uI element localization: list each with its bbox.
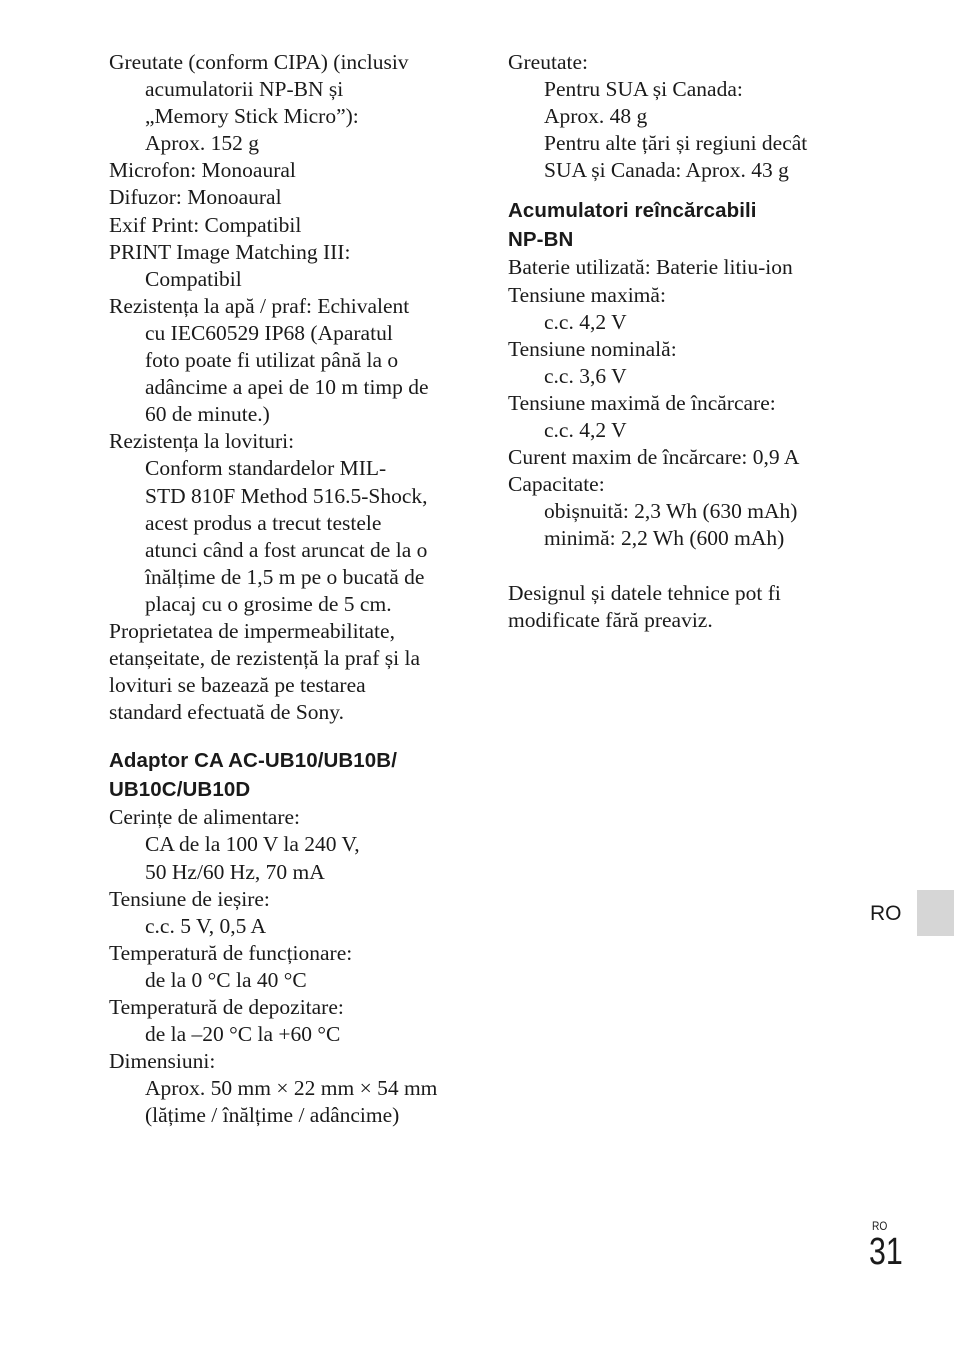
output-voltage-spec: Tensiune de ieșire: [109, 886, 270, 911]
nominal-voltage-value: c.c. 3,6 V [544, 363, 627, 388]
paragraph-line: lovituri se bazează pe testarea [109, 673, 366, 698]
right-column [508, 49, 853, 634]
nominal-voltage-spec: Tensiune nominală: [508, 336, 677, 361]
spec-line: Pentru SUA și Canada: [544, 77, 743, 102]
max-charge-voltage-value: c.c. 4,2 V [544, 418, 627, 443]
paragraph-line: etanșeitate, de rezistență la praf și la [109, 646, 420, 671]
microphone-spec: Microfon: Monoaural [109, 158, 296, 183]
spec-line: obișnuită: 2,3 Wh (630 mAh) [544, 499, 798, 524]
spec-line: acumulatorii NP-BN și [145, 77, 344, 102]
spec-line: placaj cu o grosime de 5 cm. [145, 591, 392, 616]
language-tab [917, 890, 954, 936]
max-charge-voltage-spec: Tensiune maximă de încărcare: [508, 390, 776, 415]
spec-line: înălțime de 1,5 m pe o bucată de [145, 564, 425, 589]
spec-line: adâncime a apei de 10 m timp de [145, 375, 429, 400]
spec-line: Aprox. 48 g [544, 104, 648, 129]
paragraph-line: Proprietatea de impermeabilitate, [109, 618, 395, 643]
spec-line: STD 810F Method 516.5-Shock, [145, 483, 428, 508]
storage-temp-value: de la –20 °C la +60 °C [145, 1022, 341, 1047]
shock-spec [109, 428, 469, 618]
max-voltage-value: c.c. 4,2 V [544, 309, 627, 334]
spec-line: CA de la 100 V la 240 V, [145, 832, 360, 857]
spec-line: 50 Hz/60 Hz, 70 mA [145, 859, 325, 884]
notice-paragraph [508, 580, 853, 634]
weight-spec [109, 49, 469, 157]
heading-line: Adaptor CA AC-UB10/UB10B/ [109, 749, 398, 773]
heading-line: NP-BN [508, 228, 574, 252]
left-column [109, 49, 469, 1129]
operating-temp-spec: Temperatură de funcționare: [109, 940, 353, 965]
property-paragraph [109, 618, 469, 726]
language-tab-label: RO [870, 902, 902, 925]
paragraph-line: Designul și datele tehnice pot fi [508, 580, 781, 605]
power-req-spec: Cerințe de alimentare: [109, 805, 301, 830]
operating-temp-value: de la 0 °C la 40 °C [145, 967, 307, 992]
spec-line: cu IEC60529 IP68 (Aparatul [145, 320, 393, 345]
max-voltage-spec: Tensiune maximă: [508, 282, 666, 307]
water-dust-spec [109, 293, 469, 428]
capacity-spec: Capacitate: [508, 472, 605, 497]
weight-spec: Greutate: [508, 50, 588, 74]
spec-line: foto poate fi utilizat până la o [145, 348, 399, 373]
print-matching-value: Compatibil [145, 266, 242, 291]
spec-line: Aprox. 152 g [145, 131, 260, 156]
max-charge-current-spec: Curent maxim de încărcare: 0,9 A [508, 445, 800, 470]
spec-line: (lățime / înălțime / adâncime) [145, 1103, 400, 1128]
paragraph-line: standard efectuată de Sony. [109, 700, 345, 725]
output-voltage-value: c.c. 5 V, 0,5 A [145, 913, 267, 938]
spec-label: Rezistența la lovituri: [109, 429, 295, 454]
page-language-code: RO [872, 1219, 888, 1233]
battery-heading [508, 196, 853, 254]
adapter-heading [109, 746, 469, 804]
spec-line: Pentru alte țări și regiuni decât [544, 131, 808, 156]
page-number: 31 [869, 1231, 903, 1273]
storage-temp-spec: Temperatură de depozitare: [109, 995, 344, 1019]
spec-line: Rezistența la apă / praf: Echivalent [109, 293, 410, 318]
exif-spec: Exif Print: Compatibil [109, 212, 302, 237]
spec-line: atunci când a fost aruncat de la o [145, 537, 428, 562]
heading-line: UB10C/UB10D [109, 778, 251, 802]
paragraph-line: modificate fără preaviz. [508, 607, 713, 632]
spec-line: 60 de minute.) [145, 402, 270, 427]
spec-line: Aprox. 50 mm × 22 mm × 54 mm [145, 1076, 438, 1101]
spec-line: minimă: 2,2 Wh (600 mAh) [544, 526, 785, 551]
print-matching-spec: PRINT Image Matching III: [109, 239, 351, 264]
heading-line: Acumulatori reîncărcabili [508, 199, 757, 223]
dimensions-spec: Dimensiuni: [109, 1049, 216, 1074]
spec-line: SUA și Canada: Aprox. 43 g [544, 158, 789, 183]
spec-line: „Memory Stick Micro”): [145, 104, 359, 129]
spec-line: Conform standardelor MIL- [145, 456, 387, 481]
speaker-spec: Difuzor: Monoaural [109, 185, 282, 210]
battery-type-spec: Baterie utilizată: Baterie litiu-ion [508, 255, 793, 280]
spec-line: acest produs a trecut testele [145, 510, 382, 535]
spec-line: Greutate (conform CIPA) (inclusiv [109, 50, 409, 74]
